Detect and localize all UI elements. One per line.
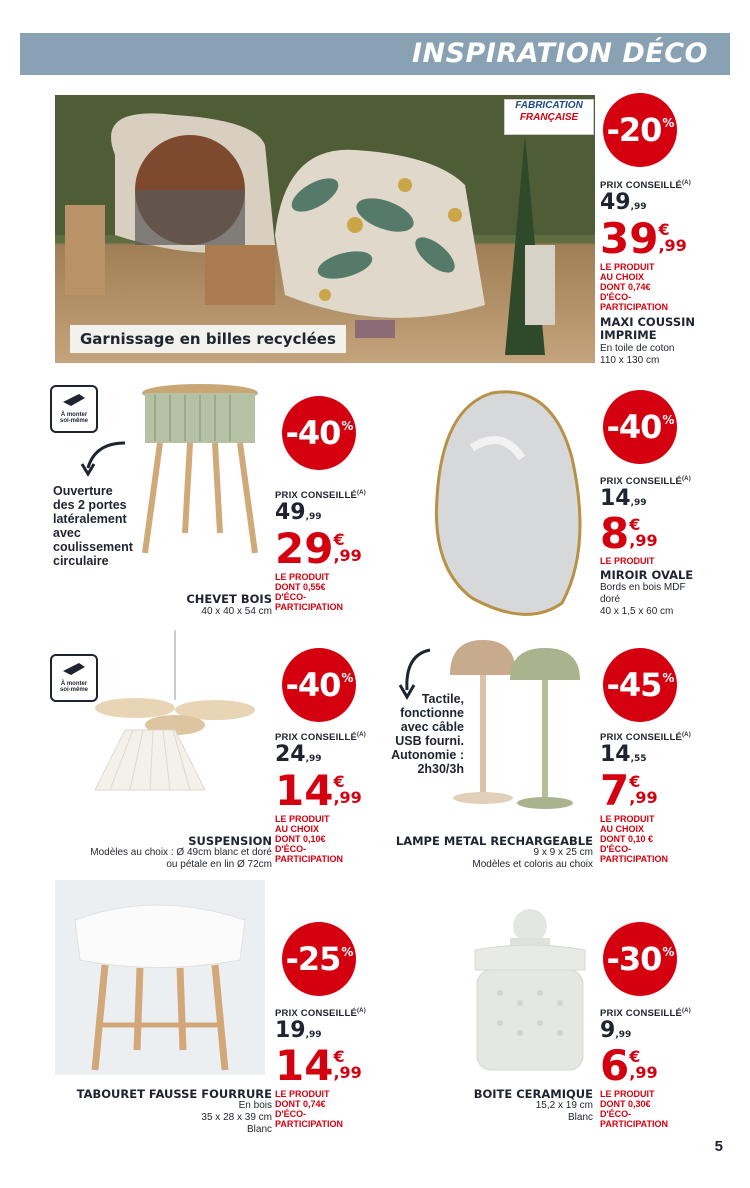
new-price-miroir: 8 € ,99 (600, 509, 658, 558)
discount-badge-miroir: -40 % (603, 390, 677, 464)
product-desc-miroir: Bords en bois MDF doré 40 x 1,5 x 60 cm (600, 582, 686, 617)
product-name-boite: BOITE CERAMIQUE (473, 1087, 593, 1101)
prix-conseille-label: PRIX $CONSEILLÉ^{(A)}$ (600, 732, 691, 743)
product-name-chevet: CHEVET BOIS (186, 592, 272, 606)
prix-conseille-label: PRIX $CONSEILLÉ^{(A)}$ (600, 1008, 691, 1019)
product-label-boite: LE PRODUIT DONT 0,30€ D'ÉCO- PARTICIPATION (600, 1089, 668, 1129)
product-label-tabouret: LE PRODUIT DONT 0,74€ D'ÉCO- PARTICIPATION (275, 1089, 343, 1129)
lampe-image (448, 640, 598, 815)
page-number: 5 (714, 1138, 723, 1155)
fabrication-line1: FABRICATION (515, 100, 583, 111)
suspension-image (55, 630, 265, 830)
product-name-coussin: MAXI COUSSIN IMPRIME (600, 315, 695, 342)
discount-badge-suspension: -40 % (282, 648, 356, 722)
prix-conseille-label: PRIX $CONSEILLÉ^{(A)}$ (275, 1008, 366, 1019)
product-label-chevet: LE PRODUIT DONT 0,55€ D'ÉCO- PARTICIPATION (275, 572, 343, 612)
new-price-suspension: 14 € ,99 (275, 766, 362, 815)
chevet-note: Ouverture des 2 portes latéralement avec coulissement circulaire (53, 484, 133, 568)
tabouret-image (55, 880, 265, 1075)
cushion-illustration (55, 95, 595, 363)
old-price-coussin: 49,99 (600, 190, 647, 215)
product-label-lampe: LE PRODUIT AU CHOIX DONT 0,10 € D'ÉCO- PARTICIPATION (600, 814, 668, 864)
prix-conseille-label: PRIX $CONSEILLÉ^{(A)}$ (600, 476, 691, 487)
new-price-chevet: 29 € ,99 (275, 524, 362, 573)
product-label-suspension: LE PRODUIT AU CHOIX DONT 0,10€ D'ÉCO- PARTICIPATION (275, 814, 343, 864)
product-name-tabouret: TABOURET FAUSSE FOURRURE (76, 1087, 272, 1101)
product-name-lampe: LAMPE METAL RECHARGEABLE (395, 834, 593, 848)
prix-conseille-label: PRIX $CONSEILLÉ^{(A)}$ (600, 180, 691, 191)
new-price-boite: 6 € ,99 (600, 1041, 658, 1090)
old-price-tabouret: 19,99 (275, 1018, 322, 1043)
discount-badge-coussin: -20 % (603, 93, 677, 167)
discount-badge-chevet: -40 % (282, 396, 356, 470)
product-desc-lampe: 9 x 9 x 25 cm Modèles et coloris au choix (472, 847, 593, 870)
miroir-image (432, 388, 592, 628)
assembly-icon: À monter soi-même (50, 654, 98, 702)
discount-badge-boite: -30 % (603, 922, 677, 996)
old-price-miroir: 14,99 (600, 486, 647, 511)
new-price-tabouret: 14 € ,99 (275, 1041, 362, 1090)
section-header (20, 33, 730, 75)
old-price-suspension: 24,99 (275, 742, 322, 767)
product-name-miroir: MIROIR OVALE (600, 568, 694, 582)
tabouret-photo (55, 880, 265, 1075)
boite-image (465, 908, 595, 1078)
chevet-image (135, 383, 265, 583)
new-price-lampe: 7 € ,99 (600, 766, 658, 815)
arrow-icon (80, 438, 130, 478)
product-desc-boite: 15,2 x 19 cm Blanc (535, 1100, 593, 1123)
product-desc-coussin: En toile de coton 110 x 130 cm (600, 343, 675, 366)
hero-photo (55, 95, 595, 363)
fabrication-francaise-badge (504, 99, 594, 135)
product-desc-tabouret: En bois 35 x 28 x 39 cm Blanc (201, 1100, 272, 1135)
lampe-note: Tactile, fonctionne avec câble USB fourni. Autonomie : 2h30/3h (391, 692, 464, 776)
product-label-miroir: LE PRODUIT (600, 556, 655, 566)
prix-conseille-label: PRIX $CONSEILLÉ^{(A)}$ (275, 490, 366, 501)
product-desc-suspension: Modèles au choix : Ø 49cm blanc et doré ou pétale en lin Ø 72cm (90, 847, 272, 870)
new-price-coussin: 39 € ,99 (600, 214, 687, 263)
old-price-lampe: 14,55 (600, 742, 647, 767)
assembly-icon: À monter soi-même (50, 385, 98, 433)
product-name-suspension: SUSPENSION (188, 834, 272, 848)
prix-conseille-label: PRIX $CONSEILLÉ^{(A)}$ (275, 732, 366, 743)
old-price-boite: 9,99 (600, 1018, 632, 1043)
fabrication-line2: FRANÇAISE (519, 112, 579, 123)
section-title: INSPIRATION DÉCO (411, 38, 708, 69)
discount-badge-tabouret: -25 % (282, 922, 356, 996)
old-price-chevet: 49,99 (275, 500, 322, 525)
discount-badge-lampe: -45 % (603, 648, 677, 722)
product-label-coussin: LE PRODUIT AU CHOIX DONT 0,74€ D'ÉCO- PARTICIPATION (600, 262, 668, 312)
hero-caption: Garnissage en billes recyclées (70, 325, 346, 353)
product-desc-chevet: 40 x 40 x 54 cm (201, 606, 272, 617)
